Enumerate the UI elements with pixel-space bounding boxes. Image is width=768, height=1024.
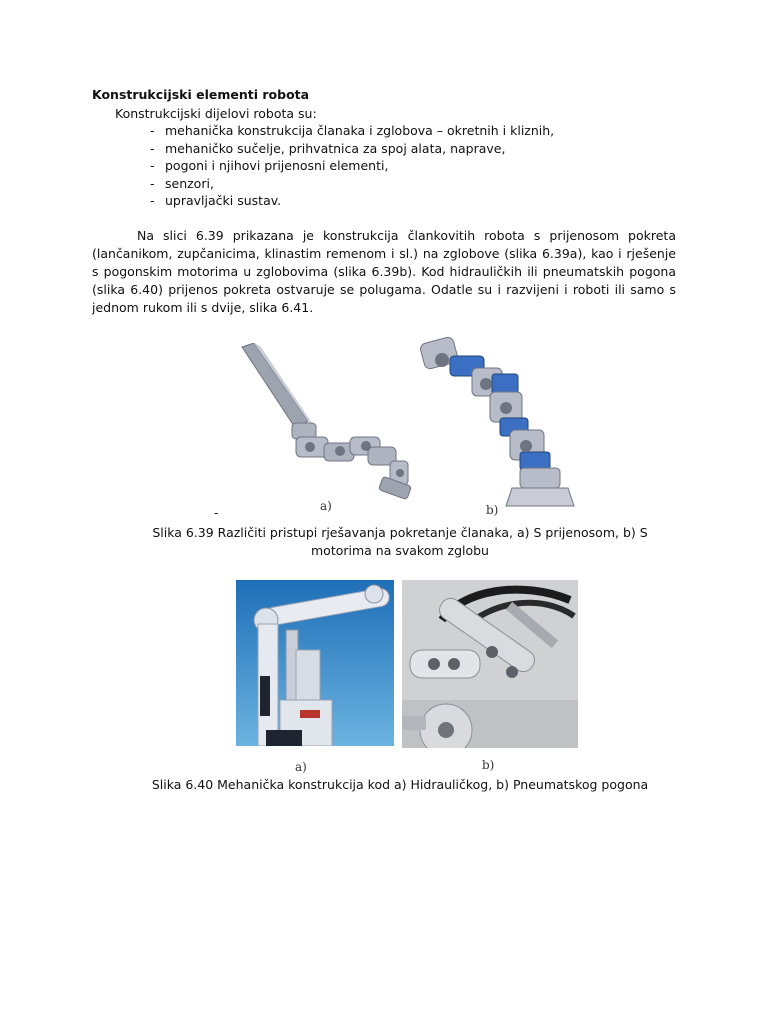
components-list (150, 122, 554, 210)
caption-line: Slika 6.39 Različiti pristupi rješavanja pokretanje članaka, a) S prijenosom, b) S (152, 525, 648, 540)
stray-dash: - (214, 506, 219, 520)
figure-6-40a-photo (236, 580, 394, 746)
figure-6-39a-image (240, 343, 420, 508)
list-intro: Konstrukcijski dijelovi robota su: (115, 106, 317, 121)
figure-6-39b-image (412, 334, 582, 512)
figure-6-39-caption (120, 524, 680, 560)
caption-line: motorima na svakom zglobu (311, 543, 489, 558)
section-heading: Konstrukcijski elementi robota (92, 87, 310, 102)
list-item: - mehanička konstrukcija članaka i zglobova – okretnih i kliznih, (150, 122, 554, 140)
list-item: - pogoni i njihovi prijenosni elementi, (150, 157, 554, 175)
figure-6-40a-label: a) (295, 760, 307, 774)
figure-6-40b-photo (402, 580, 578, 748)
body-paragraph: Na slici 6.39 prikazana je konstrukcija člankovitih robota s prijenosom pokreta (lančanikom, zupčanicima, klinastim remenom i sl.) na zglobove (slika 6.39a), kao i rješenje s pogonskim motorima u zglobovima (slika 6.39b). Kod hidrauličkih ili pneumatskih pogona (slika 6.40) prijenos pokreta ostvaruje se polugama. Odatle su i razvijeni i roboti ili samo s jednom rukom ili s dvije, slika 6.41. (92, 228, 676, 315)
figure-6-40-caption: Slika 6.40 Mehanička konstrukcija kod a) Hidrauličkog, b) Pneumatskog pogona (151, 777, 649, 792)
figure-6-40b-label: b) (482, 758, 495, 772)
list-item: - senzori, (150, 175, 554, 193)
list-item: - upravljački sustav. (150, 192, 554, 210)
figure-6-39b-label: b) (486, 503, 499, 517)
figure-6-39a-label: a) (320, 499, 332, 513)
list-item: - mehaničko sučelje, prihvatnica za spoj alata, naprave, (150, 140, 554, 158)
